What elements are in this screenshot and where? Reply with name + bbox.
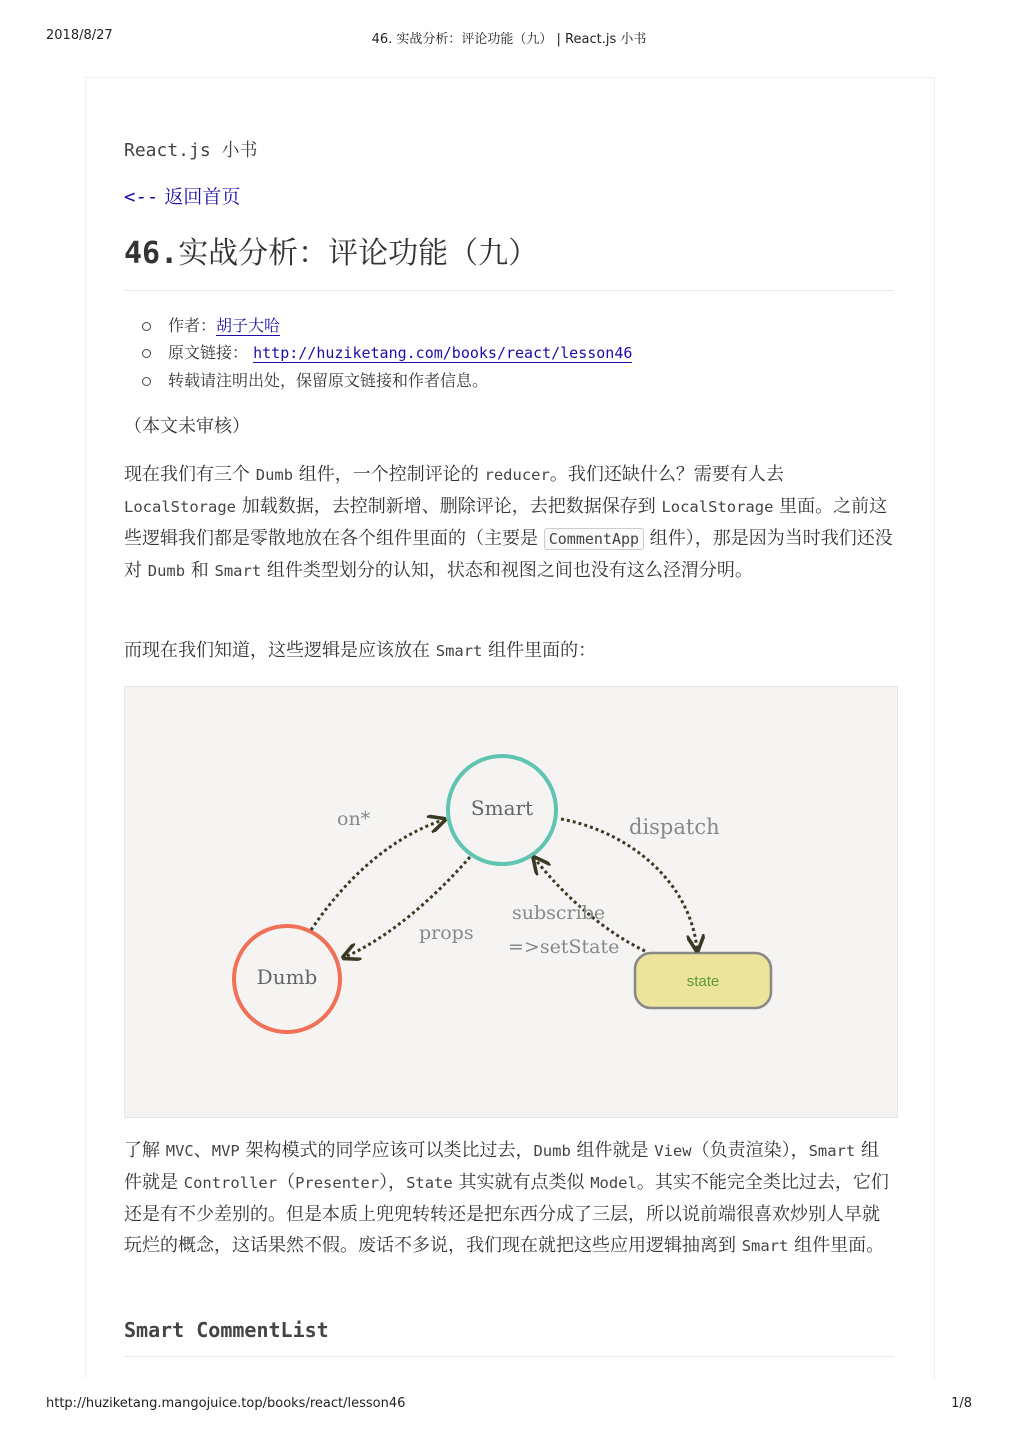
print-title: 46. 实战分析：评论功能（九） | React.js 小书 — [371, 32, 647, 47]
inline-code: View — [654, 1142, 692, 1160]
diagram-svg — [125, 687, 897, 1117]
inline-code: Controller — [183, 1174, 278, 1192]
review-note: （本文未审核） — [124, 416, 250, 437]
back-home-label: 返回首页 — [164, 186, 241, 208]
inline-code: LocalStorage — [124, 498, 236, 516]
setstate-label: =>setState — [508, 936, 620, 958]
author-label: 作者： — [168, 316, 217, 335]
inline-code: Model — [590, 1174, 637, 1192]
on-arrow — [311, 820, 443, 930]
props-label: props — [419, 922, 474, 944]
print-header — [46, 28, 972, 46]
on-label: on* — [337, 808, 371, 830]
paragraph-mvc: 了解 MVC、MVP 架构模式的同学应该可以类比过去，Dumb 组件就是 View（负责渲染），Smart 组件就是 Controller（Presenter），State 其实就有点类似 Model。其实不能完全类比过去，它们还是有不少差别的。但是本质上兜兜转转还是把东西分成了三层，所以说前端很喜欢炒别人早就玩烂的概念，这话果然不假。废话不多说，我们现在就把这些应用逻辑抽离到 Smart 组件里面。 — [124, 1140, 889, 1256]
inline-code: Dumb — [533, 1142, 571, 1160]
architecture-diagram — [124, 686, 898, 1118]
article-card — [85, 77, 935, 1378]
lesson-title: 实战分析：评论功能（九） — [178, 236, 539, 271]
source-link[interactable]: http://huziketang.com/books/react/lesson46 — [253, 344, 633, 362]
inline-code: State — [406, 1174, 453, 1192]
inline-code: reducer — [484, 466, 550, 484]
bullet-icon — [142, 322, 151, 331]
back-arrow: <-- — [124, 186, 159, 208]
page-number: 1/8 — [951, 1396, 972, 1411]
site-brand: React.js 小书 — [124, 140, 258, 161]
inline-code: Smart — [435, 642, 483, 660]
meta-repost — [168, 367, 632, 394]
title-divider — [124, 290, 894, 291]
dumb-node-label: Dumb — [256, 965, 318, 989]
inline-code: MVP — [211, 1142, 240, 1160]
paragraph-smart: 而现在我们知道，这些逻辑是应该放在 Smart 组件里面的： — [124, 640, 597, 661]
inline-code: CommentApp — [544, 528, 644, 550]
subscribe-label: subscribe — [512, 902, 606, 924]
page-title — [124, 228, 538, 272]
meta-source — [168, 339, 632, 367]
inline-code: Smart — [214, 562, 262, 580]
print-url: http://huziketang.mangojuice.top/books/react/lesson46 — [46, 1396, 406, 1411]
inline-code: Presenter — [295, 1174, 380, 1192]
section-heading: Smart CommentList — [124, 1318, 329, 1342]
inline-code: Dumb — [255, 466, 294, 484]
author-link[interactable]: 胡子大哈 — [216, 316, 281, 335]
print-footer — [46, 1396, 972, 1414]
paragraph-intro: 现在我们有三个 Dumb 组件，一个控制评论的 reducer。我们还缺什么？需要有人去 LocalStorage 加载数据，去控制新增、删除评论，去把数据保存到 LocalStorage 里面。之前这些逻辑我们都是零散地放在各个组件里面的（主要是 CommentApp 组件），那是因为当时我们还没对 Dumb 和 Smart 组件类型划分的认知，状态和视图之间也没有这么泾渭分明。 — [124, 464, 893, 581]
article-meta-list — [124, 312, 632, 394]
state-node-label: state — [686, 973, 720, 990]
dispatch-label: dispatch — [629, 815, 720, 839]
meta-author — [168, 312, 632, 339]
print-date: 2018/8/27 — [46, 28, 113, 43]
section-divider — [124, 1356, 894, 1357]
bullet-icon — [142, 377, 151, 386]
inline-code: LocalStorage — [661, 498, 774, 516]
inline-code: Smart — [808, 1142, 856, 1160]
repost-note: 转载请注明出处，保留原文链接和作者信息。 — [168, 371, 489, 390]
bullet-icon — [142, 349, 151, 358]
inline-code: Smart — [741, 1237, 789, 1255]
smart-node-label: Smart — [470, 796, 534, 820]
back-home-link[interactable] — [124, 182, 240, 209]
lesson-number: 46. — [124, 236, 179, 271]
source-label: 原文链接： — [168, 343, 249, 362]
inline-code: MVC — [165, 1142, 194, 1160]
inline-code: Dumb — [147, 562, 186, 580]
